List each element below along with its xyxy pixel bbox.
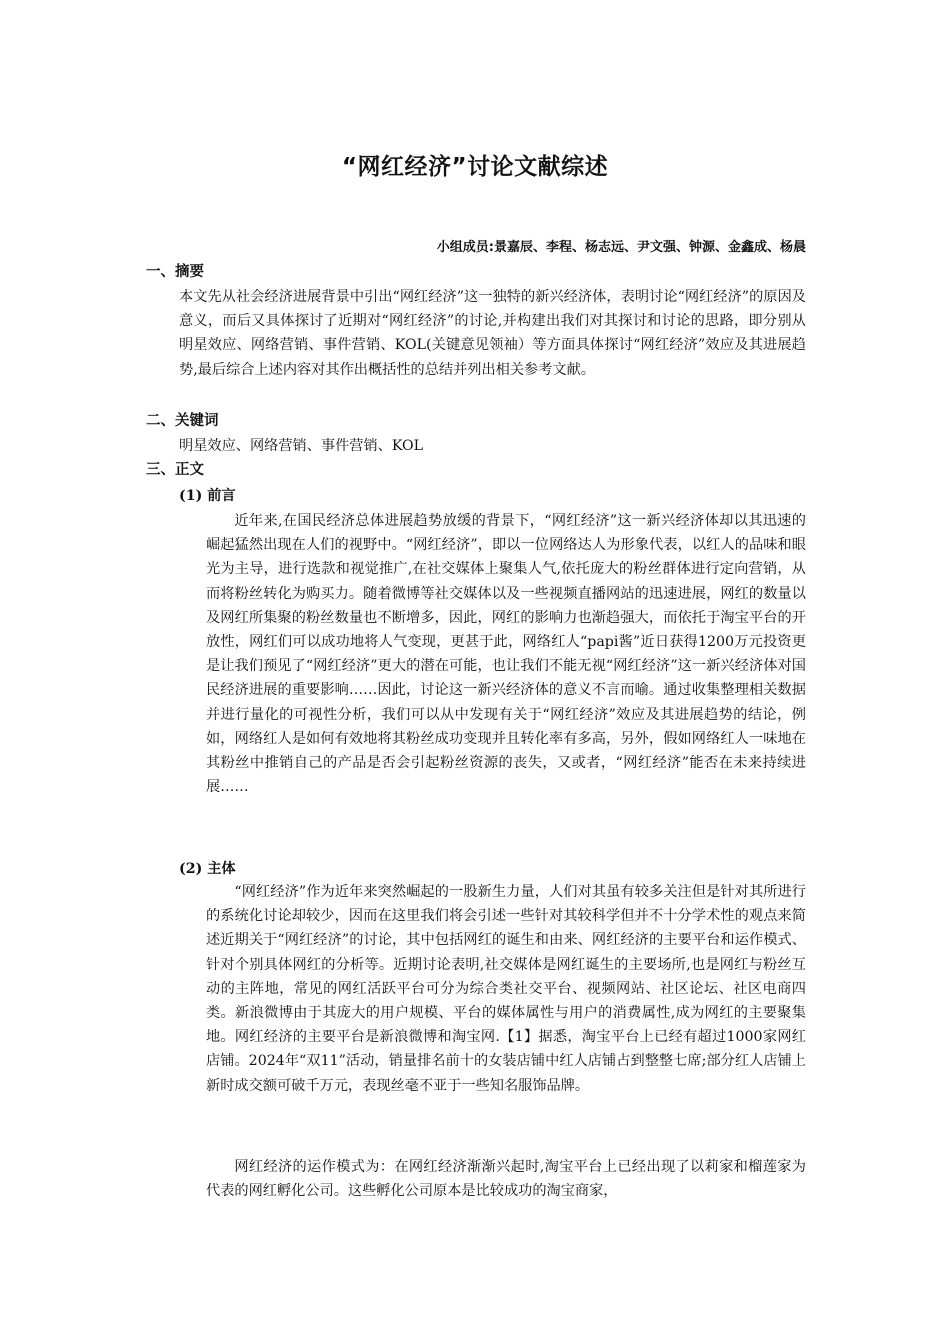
main-body-paragraph-1: “网红经济”作为近年来突然崛起的一股新生力量，人们对其虽有较多关注但是针对其所进行的系统化讨论却较少，因而在这里我们将会引述一些针对其较科学但并不十分学术性的观点来简述近期关于“网红经济”的讨论，其中包括网红的诞生和由来、网红经济的主要平台和运作模式、针对个别具体网红的分析等。近期讨论表明,社交媒体是网红诞生的主要场所,也是网红与粉丝互动的主阵地，常见的网红活跃平台可分为综合类社交平台、视频网站、社区论坛、社区电商四类。新浪微博由于其庞大的用户规模、平台的媒体属性与用户的消费属性,成为网红的主要聚集地。网红经济的主要平台是新浪微博和淘宝网.【1】据悉，淘宝平台上已经有超过1000家网红店铺。2024年“双11”活动，销量排名前十的女装店铺中红人店铺占到整整七席;部分红人店铺上新时成交额可破千万元，表现丝毫不亚于一些知名服饰品牌。	[206, 884, 806, 1094]
main-body-paragraph-2: 网红经济的运作模式为：在网红经济渐渐兴起时,淘宝平台上已经出现了以莉家和榴莲家为代表的网红孵化公司。这些孵化公司原本是比较成功的淘宝商家，	[206, 1159, 806, 1200]
group-members: 小组成员:景嘉辰、李程、杨志远、尹文强、钟源、金鑫成、杨晨	[436, 240, 806, 255]
keywords-heading: 二、关键词	[146, 413, 219, 429]
document-title: “网红经济”讨论文献综述	[341, 154, 609, 180]
abstract-heading: 一、摘要	[146, 264, 204, 280]
preface-heading: (1) 前言	[179, 488, 236, 504]
preface-paragraph: 近年来,在国民经济总体进展趋势放缓的背景下，“网红经济”这一新兴经济体却以其迅速的崛起猛然出现在人们的视野中。“网红经济”，即以一位网络达人为形象代表，以红人的品味和眼光为主导，进行选款和视觉推广,在社交媒体上聚集人气,依托庞大的粉丝群体进行定向营销，从而将粉丝转化为购买力。随着微博等社交媒体以及一些视频直播网站的迅速进展，网红的数量以及网红所集聚的粉丝数量也不断增多，因此，网红的影响力也渐趋强大，而依托于淘宝平台的开放性，网红们可以成功地将人气变现，更甚于此，网络红人“papi酱”近日获得1200万元投资更是让我们预见了“网红经济”更大的潜在可能，也让我们不能无视“网红经济”这一新兴经济体对国民经济进展的重要影响……因此，讨论这一新兴经济体的意义不言而喻。通过收集整理相关数据并进行量化的可视性分析，我们可以从中发现有关于“网红经济”效应及其进展趋势的结论，例如，网络红人是如何有效地将其粉丝成功变现并且转化率有多高，另外，假如网络红人一味地在其粉丝中推销自己的产品是否会引起粉丝资源的丧失，又或者，“网红经济”能否在未来持续进展……	[206, 513, 806, 796]
body-heading: 三、正文	[146, 462, 204, 478]
keywords-text: 明星效应、网络营销、事件营销、KOL	[179, 438, 424, 454]
abstract-text: 本文先从社会经济进展背景中引出“网红经济”这一独特的新兴经济体，表明讨论“网红经济”的原因及意义，而后又具体探讨了近期对“网红经济”的讨论,并构建出我们对其探讨和讨论的思路，即分别从明星效应、网络营销、事件营销、KOL(关键意见领袖）等方面具体探讨“网红经济”效应及其进展趋势,最后综合上述内容对其作出概括性的总结并列出相关参考文献。	[179, 289, 806, 378]
main-body-heading: (2) 主体	[179, 861, 236, 877]
